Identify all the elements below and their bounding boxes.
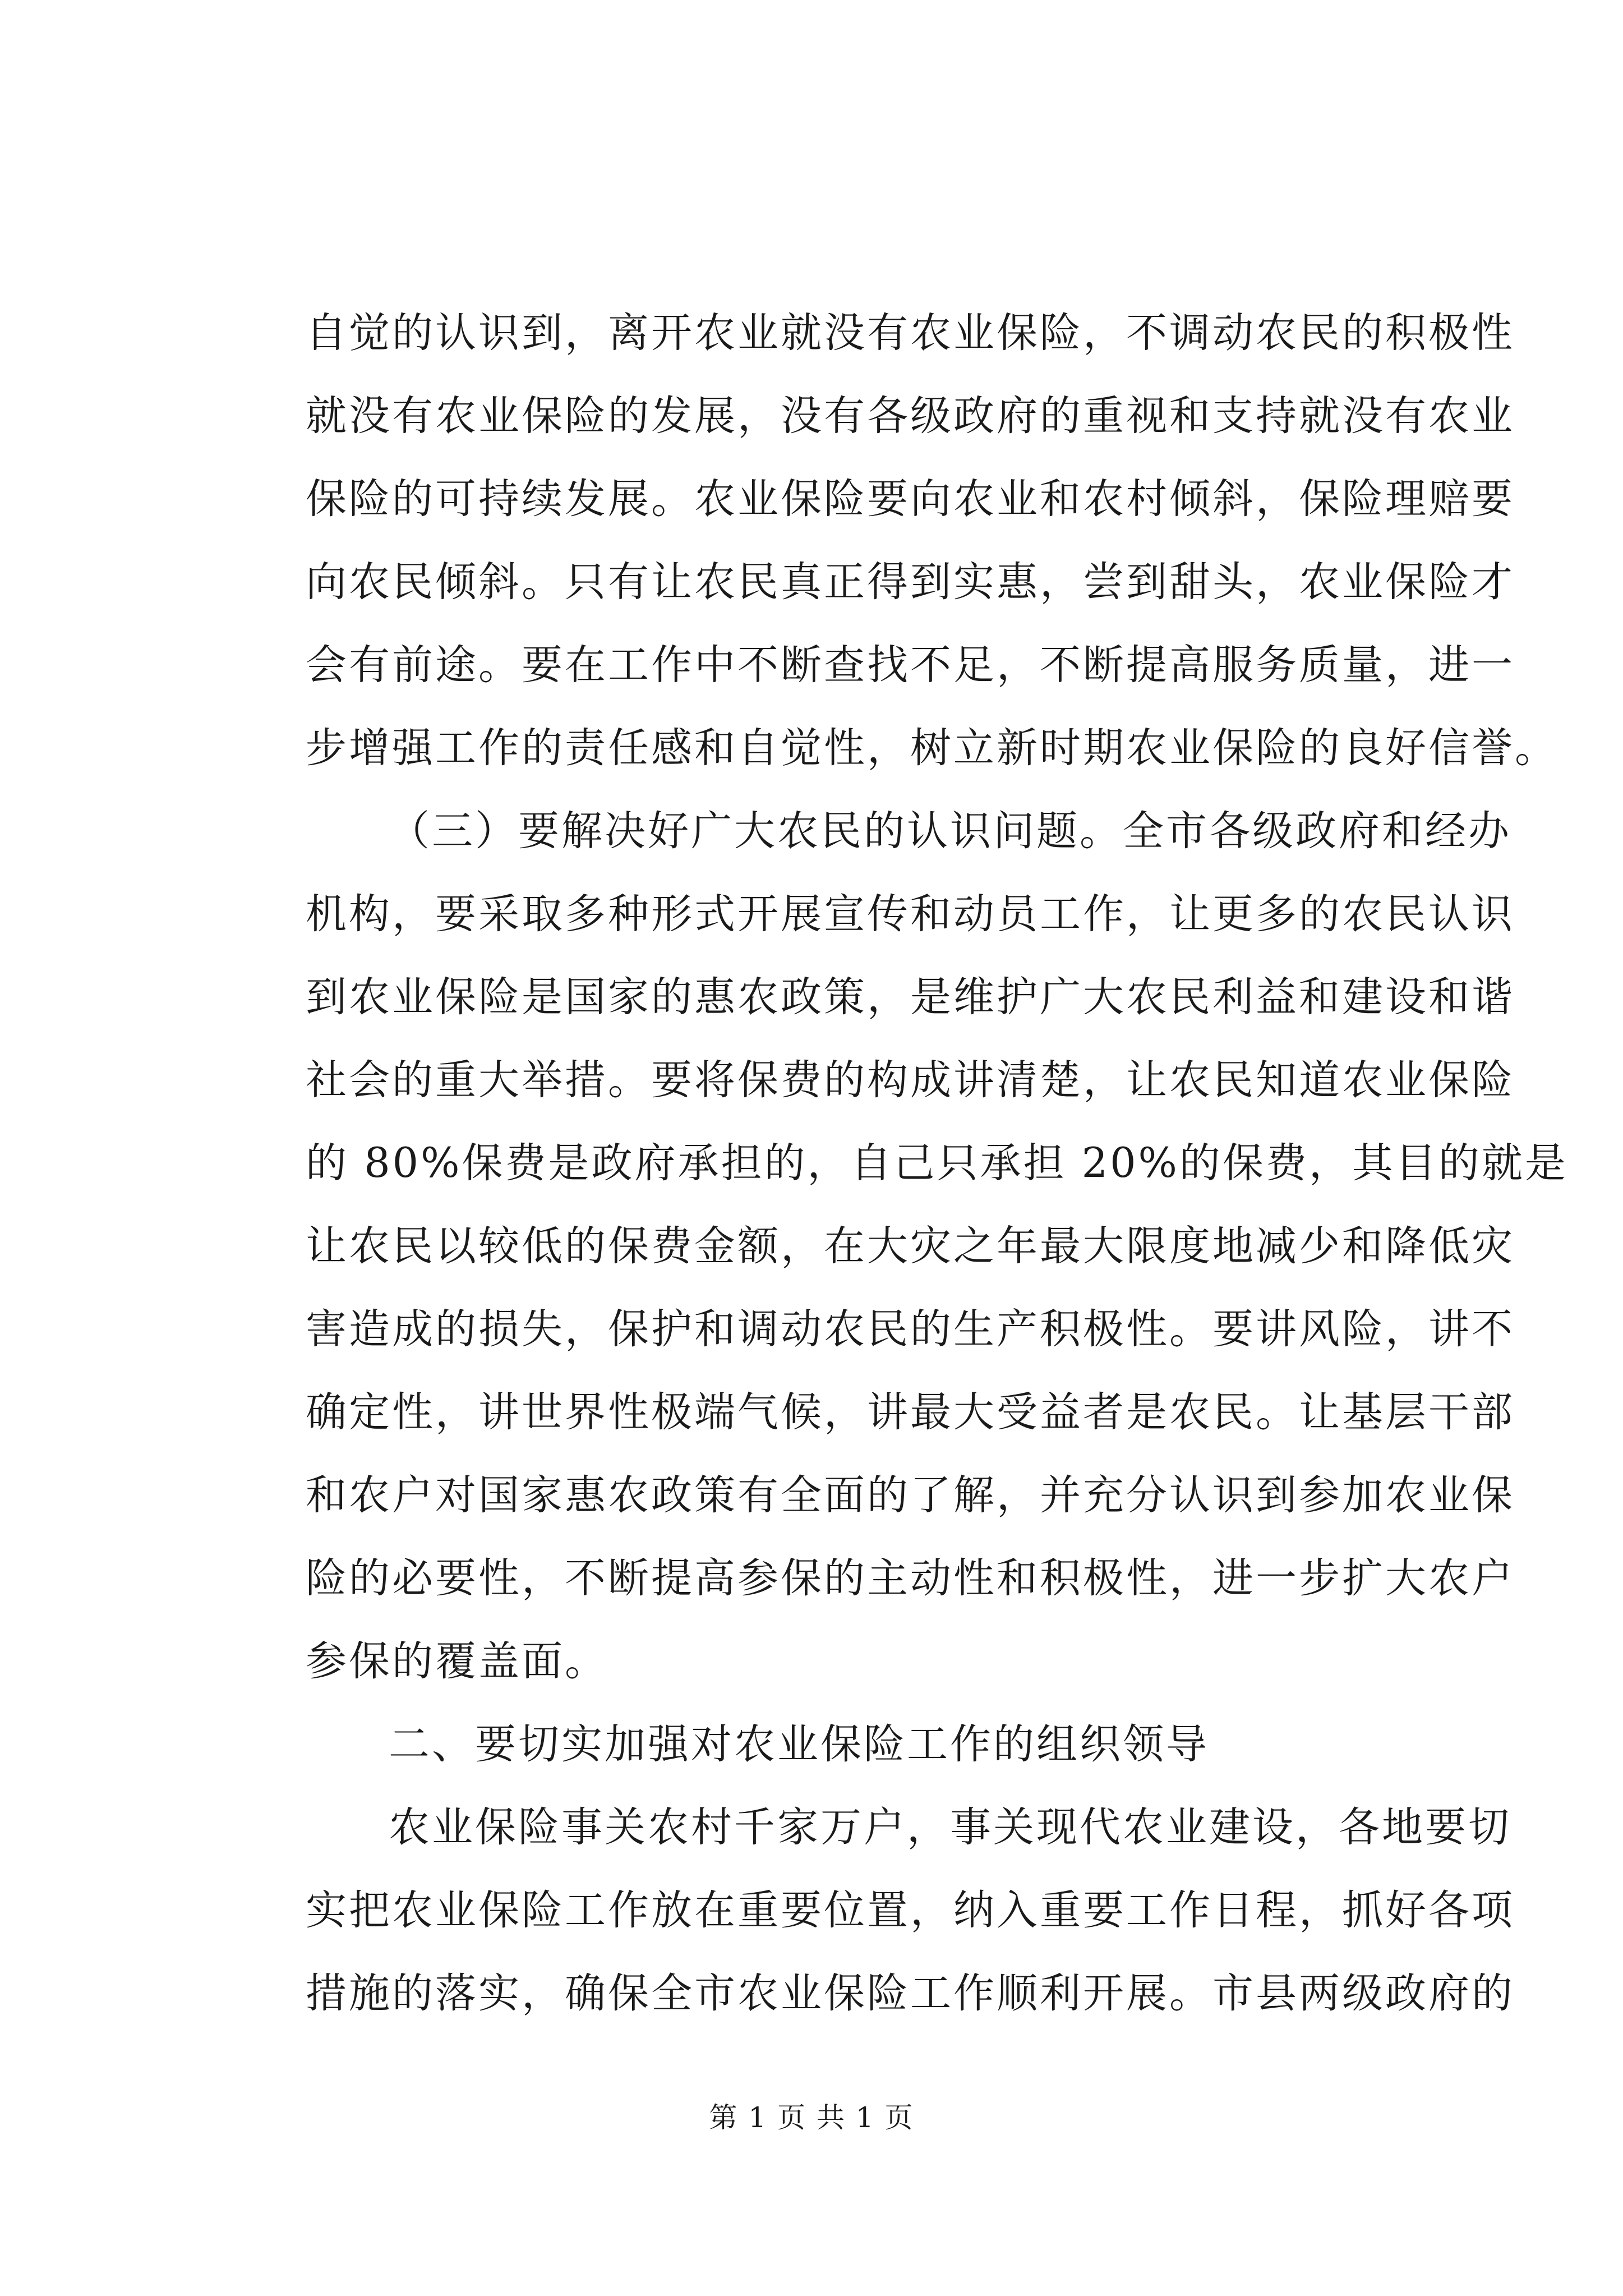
paragraph-start-line: （三）要解决好广大农民的认识问题。全市各级政府和经办 <box>389 807 1511 855</box>
text-line: 害造成的损失，保护和调动农民的生产积极性。要讲风险，讲不 <box>306 1305 1515 1353</box>
text-line: 措施的落实，确保全市农业保险工作顺利开展。市县两级政府的 <box>306 1970 1515 2017</box>
page-number-label: 第 1 页 共 1 页 <box>709 2101 914 2134</box>
text-line: 机构，要采取多种形式开展宣传和动员工作，让更多的农民认识 <box>306 890 1515 938</box>
section-heading: 二、要切实加强对农业保险工作的组织领导 <box>389 1720 1209 1768</box>
text-line: 和农户对国家惠农政策有全面的了解，并充分认识到参加农业保 <box>306 1471 1515 1519</box>
document-body <box>306 292 1568 2035</box>
text-line: 自觉的认识到，离开农业就没有农业保险，不调动农民的积极性 <box>306 309 1515 357</box>
text-line: 的 80%保费是政府承担的，自己只承担 20%的保费，其目的就是 <box>306 1139 1568 1187</box>
text-line: 向农民倾斜。只有让农民真正得到实惠，尝到甜头，农业保险才 <box>306 558 1515 606</box>
text-line: 会有前途。要在工作中不断查找不足，不断提高服务质量，进一 <box>306 641 1515 689</box>
text-line: 到农业保险是国家的惠农政策，是维护广大农民利益和建设和谐 <box>306 973 1515 1021</box>
text-line: 步增强工作的责任感和自觉性，树立新时期农业保险的良好信誉。 <box>306 724 1558 772</box>
text-line: 就没有农业保险的发展，没有各级政府的重视和支持就没有农业 <box>306 392 1515 440</box>
text-line: 险的必要性，不断提高参保的主动性和积极性，进一步扩大农户 <box>306 1554 1515 1602</box>
paragraph-start-line: 农业保险事关农村千家万户，事关现代农业建设，各地要切 <box>389 1803 1511 1851</box>
text-line: 实把农业保险工作放在重要位置，纳入重要工作日程，抓好各项 <box>306 1887 1515 1934</box>
text-line: 社会的重大举措。要将保费的构成讲清楚，让农民知道农业保险 <box>306 1056 1515 1104</box>
text-line: 保险的可持续发展。农业保险要向农业和农村倾斜，保险理赔要 <box>306 475 1515 523</box>
page-footer <box>0 2098 1623 2137</box>
text-line: 让农民以较低的保费金额，在大灾之年最大限度地减少和降低灾 <box>306 1222 1515 1270</box>
text-line: 参保的覆盖面。 <box>306 1637 608 1685</box>
text-line: 确定性，讲世界性极端气候，讲最大受益者是农民。让基层干部 <box>306 1388 1515 1436</box>
